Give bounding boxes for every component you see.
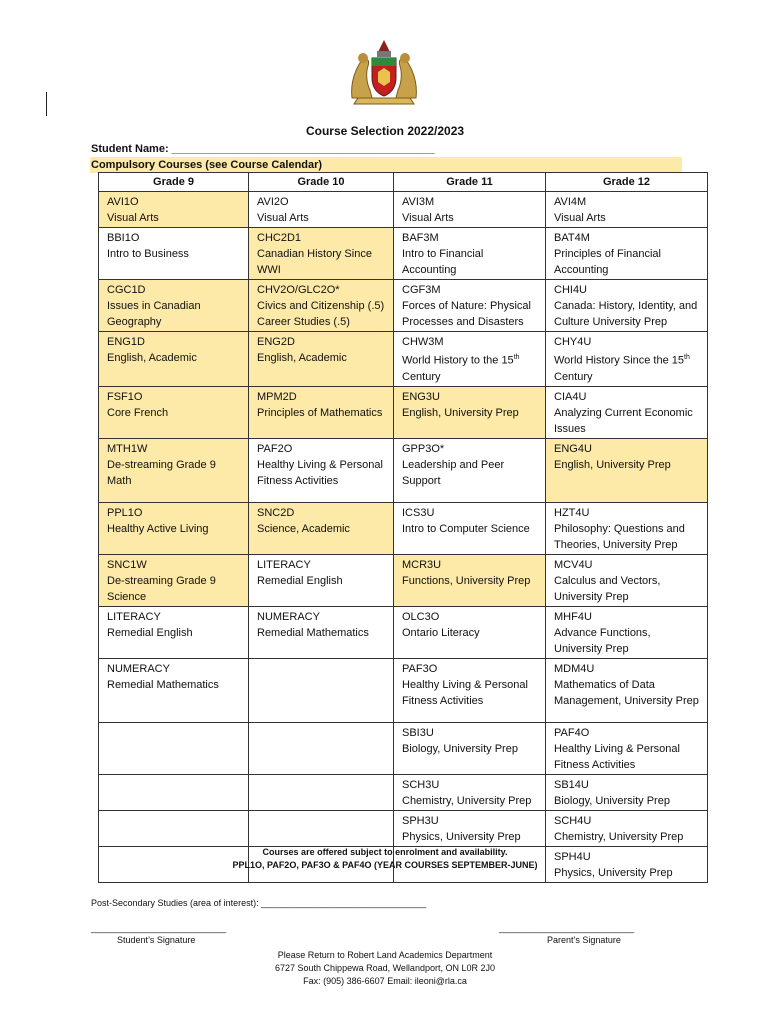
course-cell (249, 332, 394, 387)
course-cell (99, 332, 249, 387)
course-cell (99, 810, 249, 846)
course-code: SPH4U (554, 850, 591, 863)
school-crest-logo (348, 38, 420, 106)
course-cell (394, 774, 546, 810)
course-description (554, 677, 699, 709)
course-description (107, 350, 240, 366)
course-description-text: Visual Arts (402, 212, 454, 224)
course-code: ICS3U (402, 506, 435, 519)
course-code: CGF3M (402, 284, 441, 296)
course-description (107, 405, 240, 421)
course-cell (99, 774, 249, 810)
table-row (99, 192, 708, 228)
course-description (402, 350, 537, 385)
course-cell (99, 438, 249, 502)
course-description (107, 210, 240, 226)
parent-signature-line[interactable]: ___________________________ (499, 923, 635, 933)
course-description (402, 829, 537, 845)
table-row (99, 774, 708, 810)
course-code: ENG4U (554, 442, 592, 455)
course-description-text: Functions, University Prep (402, 574, 531, 587)
course-description (257, 405, 385, 421)
course-cell (546, 658, 708, 722)
compulsory-courses-heading: Compulsory Courses (see Course Calendar) (90, 157, 682, 173)
course-code: MPM2D (257, 390, 297, 403)
course-code: SPH3U (402, 814, 439, 827)
course-description (554, 457, 699, 473)
course-code: AVI1O (107, 196, 139, 208)
table-row (99, 386, 708, 438)
course-description-text: Core French (107, 406, 169, 419)
course-cell (249, 774, 394, 810)
course-code: PAF3O (402, 662, 438, 675)
course-code: ENG1D (107, 336, 145, 348)
year-courses-note: PPL1O, PAF2O, PAF3O & PAF4O (YEAR COURSES SEPTEMBER-JUNE) (232, 860, 538, 870)
course-cell (249, 554, 394, 606)
course-description-text: Visual Arts (107, 212, 159, 224)
column-header-grade-10: Grade 10 (249, 173, 394, 192)
course-cell (546, 332, 708, 387)
course-description-text: Principles of Mathematics (257, 406, 383, 419)
course-description-text: Chemistry, University Prep (554, 830, 684, 843)
course-cell (394, 722, 546, 774)
course-description-text: Healthy Active Living (107, 522, 209, 535)
course-description-text: English, University Prep (554, 458, 671, 471)
course-cell (394, 810, 546, 846)
course-description-text: English, Academic (257, 352, 347, 364)
school-contact: Fax: (905) 386-6607 Email: ileoni@rla.ca (303, 976, 467, 986)
course-description (107, 457, 240, 489)
course-cell (546, 606, 708, 658)
column-header-grade-12: Grade 12 (546, 173, 708, 192)
course-code: LITERACY (257, 558, 311, 571)
course-code: CHW3M (402, 336, 444, 348)
course-description (257, 210, 385, 226)
course-description (402, 405, 537, 421)
course-cell (546, 774, 708, 810)
course-cell (394, 554, 546, 606)
course-description-text: Remedial Mathematics (257, 626, 369, 639)
course-cell (99, 386, 249, 438)
course-description (107, 573, 240, 605)
course-code: HZT4U (554, 506, 590, 519)
course-description (402, 246, 537, 278)
course-description (402, 210, 537, 226)
course-description-text: English, Academic (107, 352, 197, 364)
course-code: AVI2O (257, 196, 289, 208)
course-description-text: Intro to Business (107, 248, 189, 260)
course-description (257, 625, 385, 641)
course-cell (99, 192, 249, 228)
course-cell (394, 658, 546, 722)
course-code: NUMERACY (257, 610, 320, 623)
course-description (554, 793, 699, 809)
course-code: ENG2D (257, 336, 295, 348)
course-description (257, 573, 385, 589)
student-signature-line[interactable]: ___________________________ (91, 923, 227, 933)
course-cell (249, 228, 394, 280)
course-description-text: Philosophy: Questions and Theories, University Prep (554, 522, 685, 551)
course-code: OLC3O (402, 610, 440, 623)
course-cell (99, 658, 249, 722)
course-cell (394, 386, 546, 438)
course-description-text: Physics, University Prep (402, 830, 521, 843)
student-signature-label: Student’s Signature (117, 935, 196, 945)
course-cell (99, 606, 249, 658)
ordinal-suffix: th (684, 354, 690, 361)
course-description (402, 625, 537, 641)
course-cell (394, 332, 546, 387)
column-header-grade-11: Grade 11 (394, 173, 546, 192)
course-cell (546, 502, 708, 554)
course-description (554, 573, 699, 605)
course-description-text: Principles of Financial Accounting (554, 248, 661, 276)
course-cell (394, 502, 546, 554)
course-cell (99, 722, 249, 774)
course-cell (99, 228, 249, 280)
course-code: SCH3U (402, 778, 440, 791)
course-cell (546, 228, 708, 280)
course-cell (99, 280, 249, 332)
course-description-text: Calculus and Vectors, University Prep (554, 574, 661, 603)
course-code: LITERACY (107, 610, 161, 623)
course-code: AVI4M (554, 196, 587, 208)
course-description (257, 521, 385, 537)
course-description-text: Physics, University Prep (554, 866, 673, 879)
course-description-text: Visual Arts (554, 212, 606, 224)
course-description (554, 625, 699, 657)
course-description-text: Analyzing Current Economic Issues (554, 406, 693, 435)
table-row (99, 280, 708, 332)
parent-signature-label: Parent’s Signature (547, 935, 621, 945)
table-row (99, 438, 708, 502)
course-code: CHC2D1 (257, 232, 302, 244)
course-cell (546, 192, 708, 228)
course-description (554, 298, 699, 330)
course-description (402, 298, 537, 330)
course-cell (546, 386, 708, 438)
course-code: PAF2O (257, 442, 293, 455)
course-cell (394, 280, 546, 332)
course-code: MHF4U (554, 610, 592, 623)
course-code: MTH1W (107, 442, 148, 455)
course-code: CHI4U (554, 284, 588, 296)
course-description (402, 457, 537, 489)
course-code: CHV2O/GLC2O* (257, 284, 340, 296)
table-row (99, 332, 708, 387)
course-description (107, 677, 240, 693)
course-description-text: World History Since the 15 (554, 354, 685, 367)
school-address: 6727 South Chippewa Road, Wellandport, ON L0R 2J0 (275, 963, 495, 973)
course-code: SNC2D (257, 506, 295, 519)
course-code: SBI3U (402, 726, 434, 739)
course-description-text: Intro to Computer Science (402, 522, 530, 535)
course-description-text: Century (554, 370, 593, 383)
course-cell (546, 722, 708, 774)
course-description (107, 298, 240, 330)
course-description-text: English, University Prep (402, 406, 519, 419)
column-header-grade-9: Grade 9 (99, 173, 249, 192)
table-row (99, 606, 708, 658)
student-name-field[interactable]: Student Name: ___________________________________________ (91, 143, 435, 155)
course-cell (249, 502, 394, 554)
course-description-text: Science, Academic (257, 522, 350, 535)
course-code: SNC1W (107, 558, 147, 571)
table-header-row (99, 173, 708, 192)
course-code: PPL1O (107, 506, 143, 519)
course-description (554, 521, 699, 553)
course-description-text: Remedial English (257, 574, 343, 587)
course-cell (394, 228, 546, 280)
course-code: CHY4U (554, 336, 592, 348)
course-cell (394, 192, 546, 228)
course-description (107, 521, 240, 537)
course-description-text: Century (402, 370, 441, 383)
course-code: GPP3O* (402, 442, 445, 455)
table-row (99, 722, 708, 774)
course-description (554, 246, 699, 278)
course-code: BAT4M (554, 232, 590, 244)
availability-note: Courses are offered subject to enrolment and availability. (262, 847, 508, 857)
course-code: BBI1O (107, 232, 140, 244)
course-code: SB14U (554, 778, 589, 791)
course-cell (546, 810, 708, 846)
course-description-text: De-streaming Grade 9 Science (107, 574, 216, 603)
course-description-text: Remedial Mathematics (107, 678, 219, 691)
course-description (107, 625, 240, 641)
course-code: MCR3U (402, 558, 442, 571)
course-code: MDM4U (554, 662, 595, 675)
table-row (99, 810, 708, 846)
course-cell (249, 722, 394, 774)
course-code: NUMERACY (107, 662, 170, 675)
course-description (107, 246, 240, 262)
course-cell (249, 606, 394, 658)
course-description-text: Visual Arts (257, 212, 309, 224)
course-description-text: De-streaming Grade 9 Math (107, 458, 216, 487)
course-code: FSF1O (107, 390, 143, 403)
course-cell (546, 280, 708, 332)
course-description (402, 793, 537, 809)
course-cell (249, 386, 394, 438)
course-description (554, 829, 699, 845)
course-selection-table (98, 172, 708, 883)
page-title: Course Selection 2022/2023 (305, 124, 465, 138)
course-description-text: Canada: History, Identity, and Culture University Prep (554, 300, 698, 328)
ordinal-suffix: th (513, 354, 520, 361)
course-code: CGC1D (107, 284, 146, 296)
course-description-text: Ontario Literacy (402, 626, 480, 639)
return-instructions: Please Return to Robert Land Academics Department (277, 950, 493, 960)
table-row (99, 658, 708, 722)
course-description-text: World History to the 15 (402, 354, 514, 367)
course-description (402, 573, 537, 589)
course-description-text: Civics and Citizenship (.5) Career Studies (.5) (257, 300, 385, 328)
course-code: AVI3M (402, 196, 435, 208)
course-description-text: Canadian History Since WWI (257, 248, 372, 276)
course-description-text: Leadership and Peer Support (402, 458, 505, 487)
course-description (402, 741, 537, 757)
course-cell (394, 606, 546, 658)
course-code: CIA4U (554, 390, 587, 403)
course-description-text: Chemistry, University Prep (402, 794, 532, 807)
course-description-text: Healthy Living & Personal Fitness Activities (257, 458, 383, 487)
course-cell (249, 658, 394, 722)
table-row (99, 502, 708, 554)
post-secondary-field[interactable]: Post-Secondary Studies (area of interest): _________________________________ (91, 898, 427, 908)
course-cell (249, 280, 394, 332)
course-cell (249, 192, 394, 228)
course-description (402, 677, 537, 709)
course-code: ENG3U (402, 390, 440, 403)
table-row (99, 554, 708, 606)
course-description (554, 210, 699, 226)
course-description-text: Healthy Living & Personal Fitness Activities (554, 742, 680, 771)
course-code: PAF4O (554, 726, 590, 739)
course-description (402, 521, 537, 537)
course-description (257, 246, 385, 278)
course-description (257, 457, 385, 489)
course-description-text: Intro to Financial Accounting (402, 248, 484, 276)
course-description (554, 405, 699, 437)
course-cell (99, 554, 249, 606)
course-cell (546, 554, 708, 606)
course-description-text: Biology, University Prep (554, 794, 670, 807)
course-description-text: Issues in Canadian Geography (107, 300, 201, 328)
course-code: BAF3M (402, 232, 439, 244)
course-description-text: Remedial English (107, 626, 193, 639)
course-description-text: Advance Functions, University Prep (554, 626, 651, 655)
course-description (257, 350, 385, 366)
course-description-text: Mathematics of Data Management, University Prep (554, 678, 699, 707)
course-description-text: Forces of Nature: Physical Processes and Disasters (402, 300, 531, 328)
course-cell (249, 438, 394, 502)
course-code: SCH4U (554, 814, 592, 827)
course-cell (546, 438, 708, 502)
table-row (99, 228, 708, 280)
course-description-text: Biology, University Prep (402, 742, 518, 755)
course-description (554, 741, 699, 773)
text-cursor (46, 92, 47, 116)
course-cell (99, 502, 249, 554)
course-description-text: Healthy Living & Personal Fitness Activities (402, 678, 528, 707)
course-description (257, 298, 385, 330)
course-description (554, 350, 699, 385)
course-code: MCV4U (554, 558, 593, 571)
course-cell (249, 810, 394, 846)
course-cell (394, 438, 546, 502)
